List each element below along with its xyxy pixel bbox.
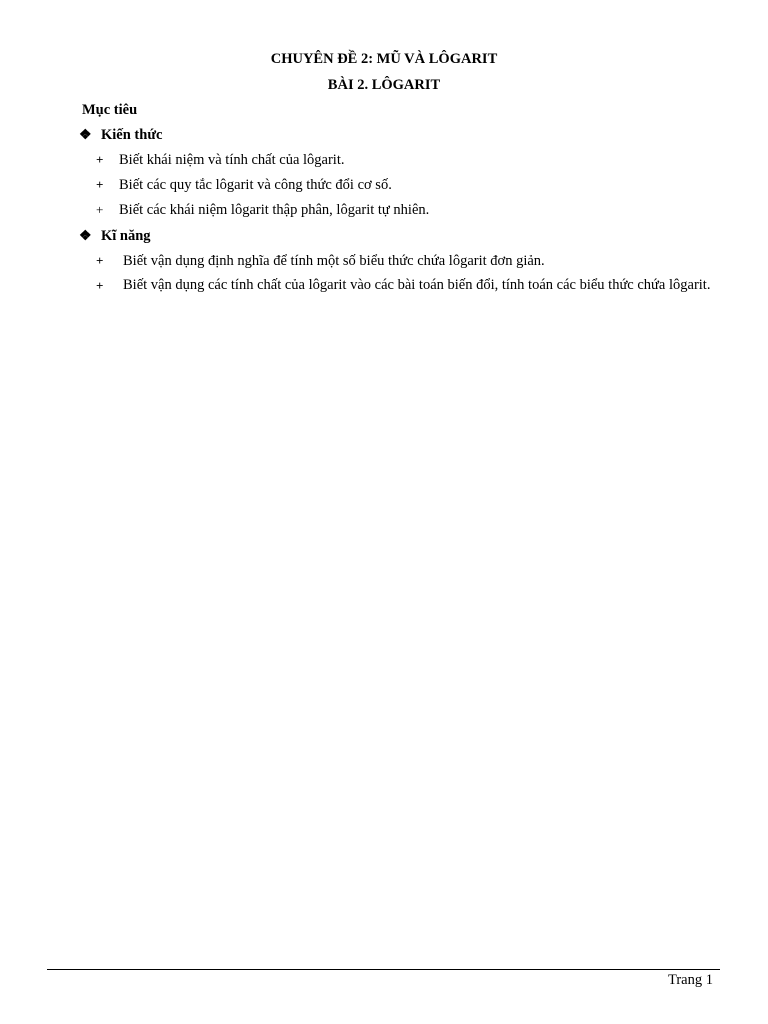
- knowledge-item-2: [96, 177, 392, 194]
- plus-bullet-icon: +: [96, 202, 104, 217]
- skills-item-1: [96, 253, 545, 270]
- knowledge-item-text: Biết các quy tắc lôgarit và công thức đổi cơ số.: [119, 177, 392, 193]
- diamond-bullet-icon: ❖: [79, 128, 92, 143]
- knowledge-heading-text: Kiến thức: [101, 127, 163, 143]
- plus-bullet-icon: +: [96, 253, 104, 268]
- plus-bullet-icon: +: [96, 177, 104, 192]
- page-number: Trang 1: [668, 972, 713, 988]
- objectives-label: Mục tiêu: [82, 102, 138, 118]
- knowledge-item-3: [96, 202, 429, 219]
- knowledge-item-text: Biết khái niệm và tính chất của lôgarit.: [119, 152, 345, 168]
- plus-bullet-icon: +: [96, 152, 104, 167]
- chapter-title: CHUYÊN ĐỀ 2: MŨ VÀ LÔGARIT: [270, 51, 498, 67]
- footer-divider: [47, 969, 720, 970]
- knowledge-heading: [79, 127, 162, 144]
- knowledge-item-1: [96, 152, 345, 169]
- skills-heading-text: Kĩ năng: [101, 228, 151, 244]
- lesson-title: BÀI 2. LÔGARIT: [327, 77, 441, 93]
- knowledge-item-text: Biết các khái niệm lôgarit thập phân, lôgarit tự nhiên.: [119, 202, 430, 218]
- skills-item-text: Biết vận dụng các tính chất của lôgarit vào các bài toán biến đổi, tính toán các biểu thức chứa lôgarit.: [123, 277, 711, 293]
- diamond-bullet-icon: ❖: [79, 229, 92, 244]
- skills-item-2: [96, 273, 711, 298]
- skills-heading: [79, 228, 151, 245]
- skills-item-text: Biết vận dụng định nghĩa để tính một số biểu thức chứa lôgarit đơn giản.: [123, 253, 545, 269]
- plus-bullet-icon: +: [96, 278, 104, 293]
